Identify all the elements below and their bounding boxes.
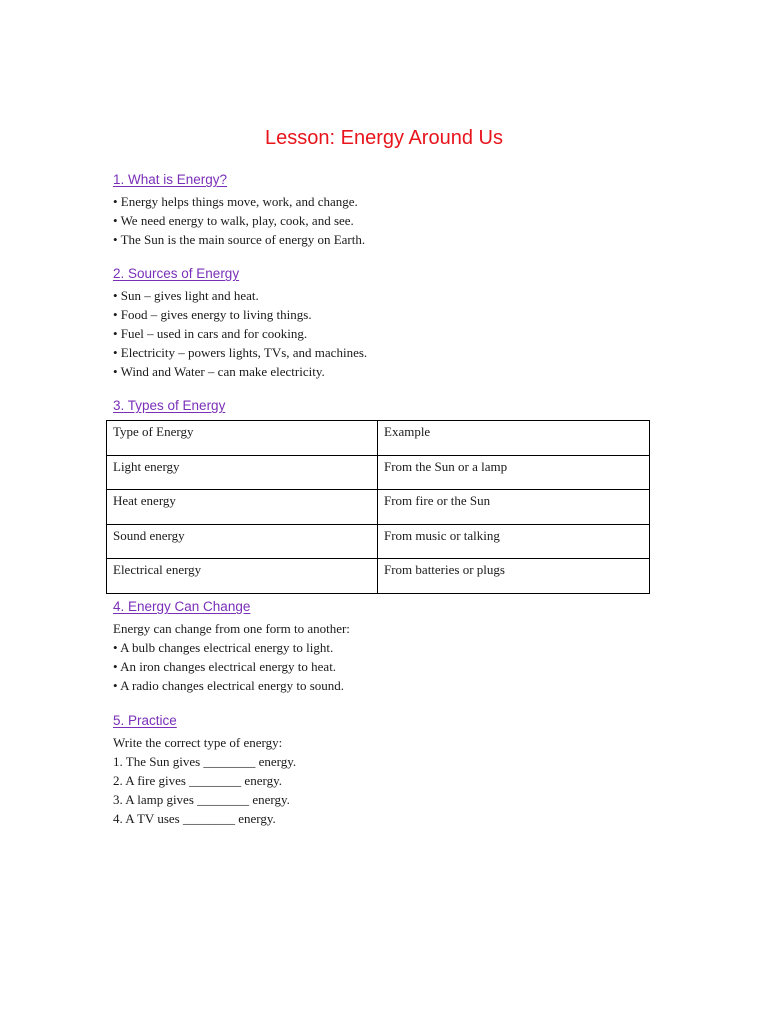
table-row bbox=[107, 559, 650, 594]
section-heading-types-of-energy: 3. Types of Energy bbox=[113, 398, 226, 413]
table-cell: From fire or the Sun bbox=[378, 490, 650, 525]
paragraph: Energy can change from one form to another: bbox=[113, 621, 350, 636]
list-item: • Electricity – powers lights, TVs, and machines. bbox=[113, 345, 368, 360]
list-item: 3. A lamp gives ________ energy. bbox=[113, 792, 290, 807]
list-item: • An iron changes electrical energy to heat. bbox=[113, 659, 337, 674]
list-item: 2. A fire gives ________ energy. bbox=[113, 773, 282, 788]
table-row bbox=[107, 490, 650, 525]
table-row bbox=[107, 524, 650, 559]
table-cell: Sound energy bbox=[107, 524, 378, 559]
page-title: Lesson: Energy Around Us bbox=[265, 127, 503, 149]
section-heading-sources-of-energy: 2. Sources of Energy bbox=[113, 266, 240, 281]
paragraph: Write the correct type of energy: bbox=[113, 735, 283, 750]
table-cell: From music or talking bbox=[378, 524, 650, 559]
table-row bbox=[107, 455, 650, 490]
table-cell: Electrical energy bbox=[107, 559, 378, 594]
table-cell: From batteries or plugs bbox=[378, 559, 650, 594]
section-heading-energy-can-change: 4. Energy Can Change bbox=[113, 599, 251, 614]
list-item: • Sun – gives light and heat. bbox=[113, 288, 259, 303]
list-item: • We need energy to walk, play, cook, and see. bbox=[113, 213, 354, 228]
list-item: • Energy helps things move, work, and change. bbox=[113, 194, 358, 209]
energy-types-table bbox=[106, 420, 650, 594]
table-cell: Heat energy bbox=[107, 490, 378, 525]
list-item: • Food – gives energy to living things. bbox=[113, 307, 312, 322]
list-item: • Fuel – used in cars and for cooking. bbox=[113, 326, 308, 341]
section-heading-practice: 5. Practice bbox=[113, 713, 177, 728]
table-cell: Light energy bbox=[107, 455, 378, 490]
list-item: 4. A TV uses ________ energy. bbox=[113, 811, 276, 826]
table-cell: From the Sun or a lamp bbox=[378, 455, 650, 490]
table-header-type: Type of Energy bbox=[107, 421, 378, 456]
list-item: • A radio changes electrical energy to sound. bbox=[113, 678, 345, 693]
list-item: • Wind and Water – can make electricity. bbox=[113, 364, 325, 379]
list-item: 1. The Sun gives ________ energy. bbox=[113, 754, 297, 769]
table-header-example: Example bbox=[378, 421, 650, 456]
list-item: • The Sun is the main source of energy on Earth. bbox=[113, 232, 366, 247]
section-heading-what-is-energy: 1. What is Energy? bbox=[113, 172, 228, 187]
list-item: • A bulb changes electrical energy to light. bbox=[113, 640, 334, 655]
table-header-row bbox=[107, 421, 650, 456]
